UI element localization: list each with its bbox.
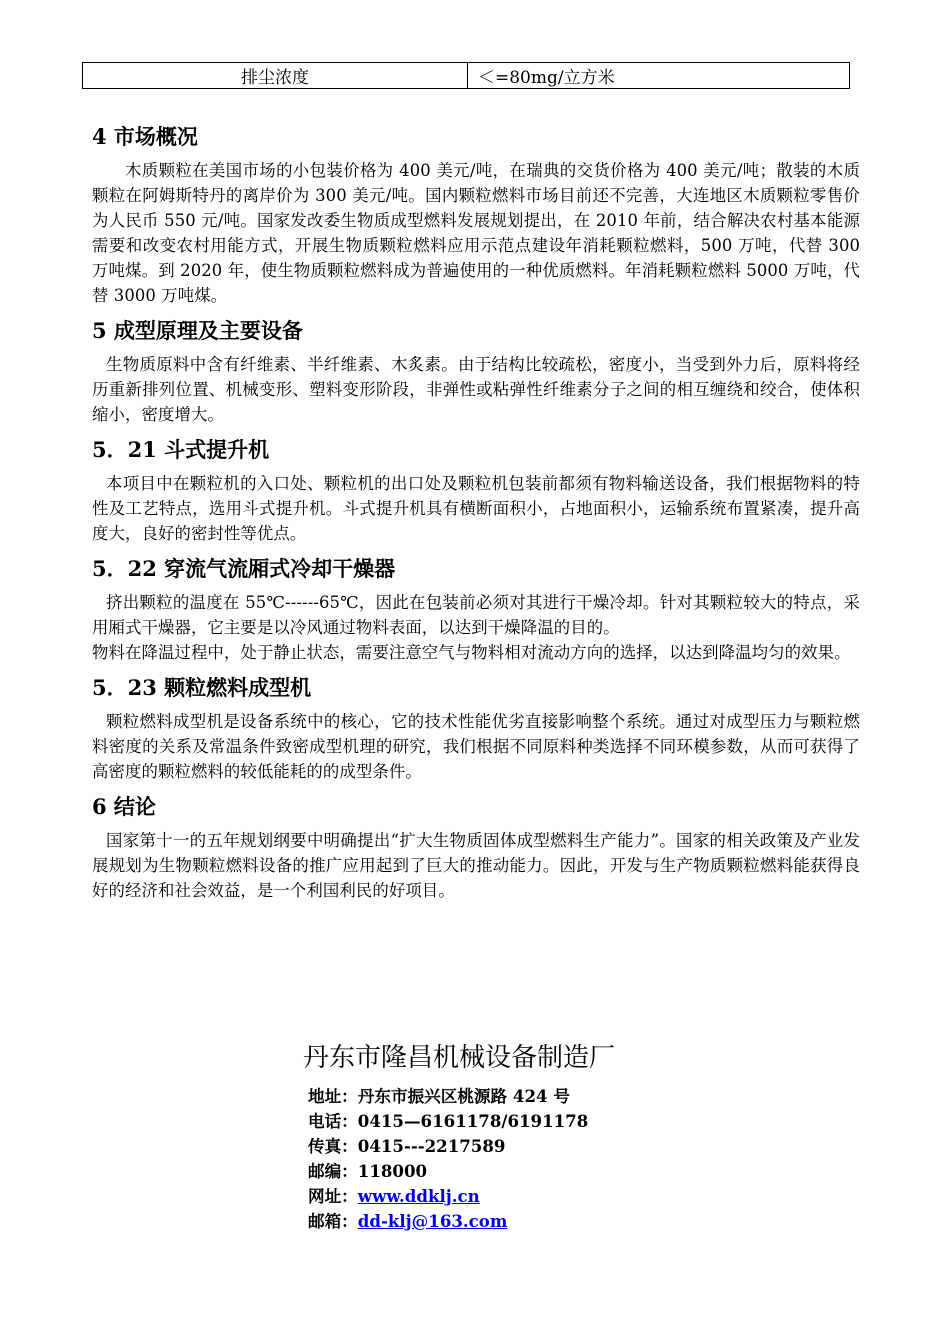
section-heading: 5 成型原理及主要设备 — [92, 318, 303, 343]
section-cooling-dryer — [92, 552, 860, 665]
table-row — [83, 63, 850, 89]
section-forming-principle — [92, 314, 860, 427]
website-label: 网址： — [308, 1186, 358, 1206]
phone-label: 电话： — [308, 1111, 358, 1131]
company-contact-block — [303, 1038, 723, 1234]
email-line — [303, 1209, 723, 1234]
postcode-line — [303, 1159, 723, 1184]
section-heading: 5．23 颗粒燃料成型机 — [92, 675, 312, 700]
document-body — [92, 120, 860, 909]
fax-value: 0415---2217589 — [357, 1136, 506, 1156]
postcode-label: 邮编： — [308, 1161, 358, 1181]
table-cell-value: ＜=80mg/立方米 — [468, 63, 850, 89]
address-value: 丹东市振兴区桃源路 424 号 — [357, 1086, 570, 1106]
section-market-overview — [92, 120, 860, 308]
section-pellet-machine — [92, 671, 860, 784]
spec-table — [82, 62, 850, 89]
section-paragraph: 挤出颗粒的温度在 55℃------65℃，因此在包装前必须对其进行干燥冷却。针对其颗粒较大的特点，采用厢式干燥器，它主要是以冷风通过物料表面，以达到干燥降温的目的。 — [92, 593, 860, 637]
website-line — [303, 1184, 723, 1209]
section-heading: 6 结论 — [92, 794, 156, 819]
company-name: 丹东市隆昌机械设备制造厂 — [303, 1043, 616, 1073]
table-cell-label: 排尘浓度 — [83, 63, 468, 89]
section-heading: 5．21 斗式提升机 — [92, 437, 270, 462]
section-heading: 5．22 穿流气流厢式冷却干燥器 — [92, 556, 396, 581]
email-link[interactable]: dd-klj@163.com — [357, 1211, 508, 1231]
fax-line — [303, 1134, 723, 1159]
postcode-value: 118000 — [357, 1161, 428, 1181]
section-heading: 4 市场概况 — [92, 124, 198, 149]
section-paragraph: 木质颗粒在美国市场的小包装价格为 400 美元/吨，在瑞典的交货价格为 400 美元/吨；散装的木质颗粒在阿姆斯特丹的离岸价为 300 美元/吨。国内颗粒燃料市场目前还不完善，大连地区木质颗粒零售价为人民币 550 元/吨。国家发改委生物质成型燃料发展规划提出，在 2010 年前，结合解决农村基本能源需要和改变农村用能方式，开展生物质颗粒燃料应用示范点建设年消耗颗粒燃料，500 万吨，代替 300 万吨煤。到 2020 年，使生物质颗粒燃料成为普遍使用的一种优质燃料。年消耗颗粒燃料 5000 万吨，代替 3000 万吨煤。 — [92, 161, 860, 305]
section-paragraph: 国家第十一的五年规划纲要中明确提出“扩大生物质固体成型燃料生产能力”。国家的相关政策及产业发展规划为生物颗粒燃料设备的推广应用起到了巨大的推动能力。因此，开发与生产物质颗粒燃料能获得良好的经济和社会效益，是一个利国利民的好项目。 — [92, 831, 860, 900]
section-bucket-elevator — [92, 433, 860, 546]
website-link[interactable]: www.ddklj.cn — [357, 1186, 480, 1206]
section-paragraph: 颗粒燃料成型机是设备系统中的核心，它的技术性能优劣直接影响整个系统。通过对成型压力与颗粒燃料密度的关系及常温条件致密成型机理的研究，我们根据不同原料种类选择不同环模参数，从而可获得了高密度的颗粒燃料的较低能耗的的成型条件。 — [92, 712, 860, 781]
email-label: 邮箱： — [308, 1211, 358, 1231]
section-paragraph: 物料在降温过程中，处于静止状态，需要注意空气与物料相对流动方向的选择，以达到降温均匀的效果。 — [92, 643, 851, 662]
phone-value: 0415—6161178/6191178 — [357, 1111, 589, 1131]
phone-line — [303, 1109, 723, 1134]
section-conclusion — [92, 790, 860, 903]
section-paragraph: 本项目中在颗粒机的入口处、颗粒机的出口处及颗粒机包装前都须有物料输送设备，我们根据物料的特性及工艺特点，选用斗式提升机。斗式提升机具有横断面积小，占地面积小，运输系统布置紧凑，提升高度大，良好的密封性等优点。 — [92, 474, 860, 543]
address-label: 地址： — [308, 1086, 358, 1106]
address-line — [303, 1084, 723, 1109]
section-paragraph: 生物质原料中含有纤维素、半纤维素、木炙素。由于结构比较疏松，密度小，当受到外力后，原料将经历重新排列位置、机械变形、塑料变形阶段，非弹性或粘弹性纤维素分子之间的相互缠绕和绞合，使体积缩小，密度增大。 — [92, 355, 860, 424]
fax-label: 传真： — [308, 1136, 358, 1156]
